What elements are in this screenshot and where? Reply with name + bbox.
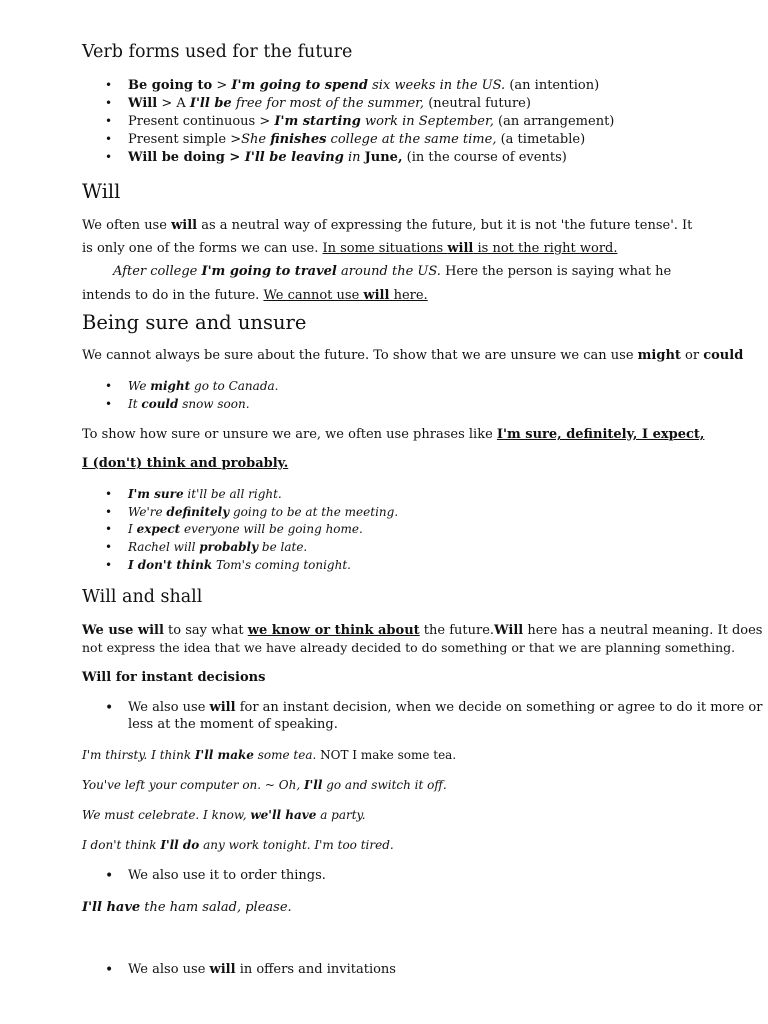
bullet-icon: •	[105, 505, 113, 519]
example-sentence: I'll have the ham salad, please.	[82, 900, 292, 915]
example-sentence: I'm thirsty. I think I'll make some tea. NOT I make some tea.	[82, 748, 457, 762]
paragraph: We cannot always be sure about the future. To show that we are unsure we can use might or could	[82, 348, 744, 363]
bullet-icon: •	[105, 522, 113, 536]
paragraph: I (don't) think and probably.	[82, 456, 289, 471]
bullet-icon: •	[105, 150, 113, 164]
bullet-icon: •	[105, 540, 113, 554]
paragraph: is only one of the forms we can use. In some situations will is not the right word.	[82, 241, 618, 256]
list-item: We also use will for an instant decision, when we decide on something or agree to do it more or	[128, 700, 763, 715]
bullet-icon: •	[105, 487, 113, 501]
example-sentence: After college I'm going to travel around the US. Here the person is saying what he	[113, 264, 672, 279]
bullet-icon: •	[105, 114, 113, 128]
bullet-icon: •	[105, 868, 114, 884]
bullet-icon: •	[105, 700, 114, 716]
paragraph: intends to do in the future. We cannot use will here.	[82, 288, 428, 303]
bullet-icon: •	[105, 96, 113, 110]
example-sentence: I don't think I'll do any work tonight. I'm too tired.	[82, 838, 394, 852]
list-item: I'm sure it'll be all right.	[128, 487, 282, 501]
section-heading-verb-forms: Verb forms used for the future	[82, 42, 353, 62]
list-item: Will > A I'll be free for most of the summer, (neutral future)	[128, 96, 531, 111]
subheading-instant-decisions: Will for instant decisions	[82, 670, 266, 685]
bullet-icon: •	[105, 78, 113, 92]
list-item: We also use it to order things.	[128, 868, 326, 883]
bullet-icon: •	[105, 397, 113, 411]
paragraph: We use will to say what we know or think about the future.Will here has a neutral meaning. It does	[82, 623, 763, 638]
section-heading-will: Will	[82, 180, 121, 203]
list-item: Be going to > I'm going to spend six weeks in the US. (an intention)	[128, 78, 600, 93]
paragraph: not express the idea that we have already decided to do something or that we are planning something.	[82, 640, 736, 655]
bullet-icon: •	[105, 558, 113, 572]
list-item: Will be doing > I'll be leaving in June, (in the course of events)	[128, 150, 567, 165]
list-item: We're definitely going to be at the meeting.	[128, 505, 399, 519]
section-heading-will-shall: Will and shall	[82, 587, 203, 607]
paragraph: To show how sure or unsure we are, we often use phrases like I'm sure, definitely, I expect,	[82, 427, 705, 442]
bullet-icon: •	[105, 379, 113, 393]
example-sentence: We must celebrate. I know, we'll have a party.	[82, 808, 366, 822]
list-item: Rachel will probably be late.	[128, 540, 308, 554]
paragraph: We often use will as a neutral way of expressing the future, but it is not 'the future tense'. It	[82, 218, 693, 233]
example-sentence: You've left your computer on. ~ Oh, I'll go and switch it off.	[82, 778, 447, 792]
list-item: Present continuous > I'm starting work in September, (an arrangement)	[128, 114, 615, 129]
list-item: It could snow soon.	[128, 397, 250, 411]
list-item: Present simple >She finishes college at the same time, (a timetable)	[128, 132, 586, 147]
bullet-icon: •	[105, 962, 114, 978]
list-item-continuation: less at the moment of speaking.	[128, 717, 338, 732]
section-heading-sure-unsure: Being sure and unsure	[82, 311, 307, 334]
list-item: I expect everyone will be going home.	[128, 522, 363, 536]
list-item: We also use will in offers and invitations	[128, 962, 396, 977]
list-item: We might go to Canada.	[128, 379, 279, 393]
list-item: I don't think Tom's coming tonight.	[128, 558, 351, 572]
bullet-icon: •	[105, 132, 113, 146]
